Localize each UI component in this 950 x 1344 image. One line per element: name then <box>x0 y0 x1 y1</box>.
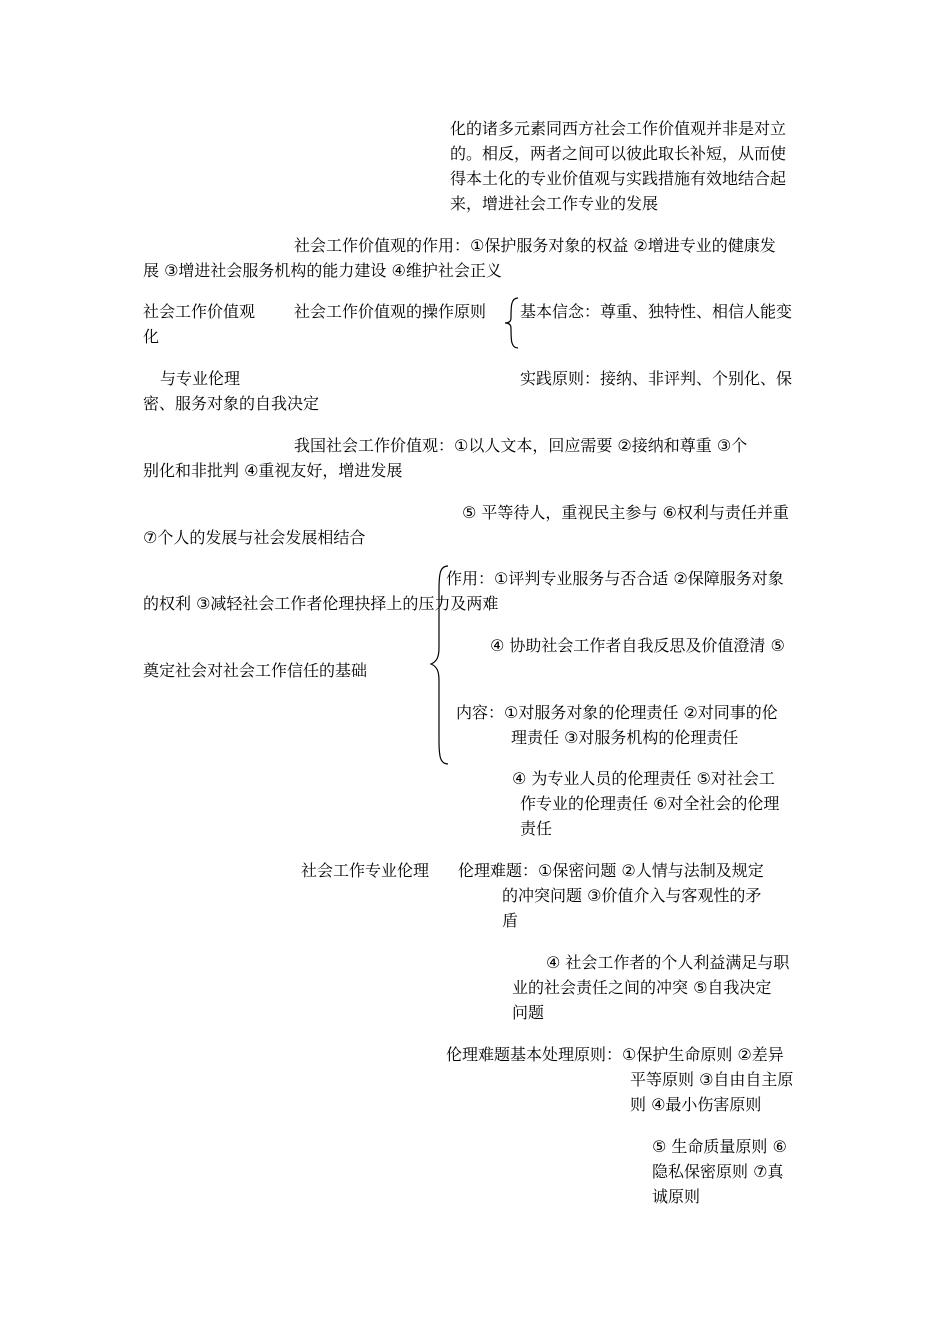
practice-principle-line-1: 实践原则：接纳、非评判、个别化、保 <box>520 369 793 388</box>
intro-line-3: 得本土化的专业价值观与实践措施有效地结合起 <box>450 169 787 188</box>
ethics-use-line-4: 奠定社会对社会工作信任的基础 <box>143 661 368 680</box>
left-title-line-1: 社会工作价值观 <box>143 302 256 321</box>
practice-principle-line-2: 密、服务对象的自我决定 <box>143 394 320 413</box>
intro-line-1: 化的诸多元素同西方社会工作价值观并非是对立 <box>450 119 787 138</box>
dilemma-line-6: 问题 <box>512 1003 545 1022</box>
left-title-line-3: 与专业伦理 <box>160 369 241 388</box>
values-role-line-2: 展 ③增进社会服务机构的能力建设 ④维护社会正义 <box>143 261 502 280</box>
ethics-use-line-3: ④ 协助社会工作者自我反思及价值澄清 ⑤ <box>490 636 785 655</box>
intro-line-4: 来，增进社会工作专业的发展 <box>450 194 659 213</box>
principle-line-5: 隐私保密原则 ⑦真 <box>652 1162 784 1181</box>
cn-values-line-2: 别化和非批判 ④重视友好，增进发展 <box>143 461 403 480</box>
dilemma-line-5: 业的社会责任之间的冲突 ⑤自我决定 <box>512 978 772 997</box>
cn-values-line-1: 我国社会工作价值观：①以人文本，回应需要 ②接纳和尊重 ③个 <box>294 436 748 455</box>
ethics-use-line-1: 作用：①评判专业服务与否合适 ②保障服务对象 <box>446 569 784 588</box>
cn-values-line-4: ⑦个人的发展与社会发展相结合 <box>143 528 366 547</box>
operating-principles-label: 社会工作价值观的操作原则 <box>294 302 487 321</box>
ethics-content-line-1: 内容：①对服务对象的伦理责任 ②对同事的伦 <box>456 703 778 722</box>
principle-line-6: 诚原则 <box>652 1187 701 1206</box>
cn-values-line-3: ⑤ 平等待人，重视民主参与 ⑥权利与责任并重 <box>462 503 789 522</box>
ethics-content-line-3: ④ 为专业人员的伦理责任 ⑤对社会工 <box>512 769 775 788</box>
basic-belief: 基本信念：尊重、独特性、相信人能变 <box>520 302 793 321</box>
ethics-content-line-4: 作专业的伦理责任 ⑥对全社会的伦理 <box>520 794 780 813</box>
intro-line-2: 的。相反，两者之间可以彼此取长补短，从而使 <box>450 144 787 163</box>
dilemma-line-2: 的冲突问题 ③价值介入与客观性的矛 <box>502 886 762 905</box>
dilemma-line-4: ④ 社会工作者的个人利益满足与职 <box>546 953 790 972</box>
principle-line-1: 伦理难题基本处理原则：①保护生命原则 ②差异 <box>446 1045 784 1064</box>
ethics-title: 社会工作专业伦理 <box>301 861 430 880</box>
ethics-use-line-2: 的权利 ③减轻社会工作者伦理抉择上的压力及两难 <box>143 594 499 613</box>
dilemma-line-1: 伦理难题：①保密问题 ②人情与法制及规定 <box>458 861 764 880</box>
values-role-line-1: 社会工作价值观的作用：①保护服务对象的权益 ②增进专业的健康发 <box>294 236 776 255</box>
ethics-content-line-5: 责任 <box>520 819 553 838</box>
ethics-content-line-2: 理责任 ③对服务机构的伦理责任 <box>511 728 739 747</box>
left-title-line-2: 化 <box>143 327 160 346</box>
principle-line-3: 则 ④最小伤害原则 <box>630 1095 762 1114</box>
dilemma-line-3: 盾 <box>502 911 519 930</box>
principle-line-4: ⑤ 生命质量原则 ⑥ <box>652 1137 787 1156</box>
principle-line-2: 平等原则 ③自由自主原 <box>630 1070 794 1089</box>
